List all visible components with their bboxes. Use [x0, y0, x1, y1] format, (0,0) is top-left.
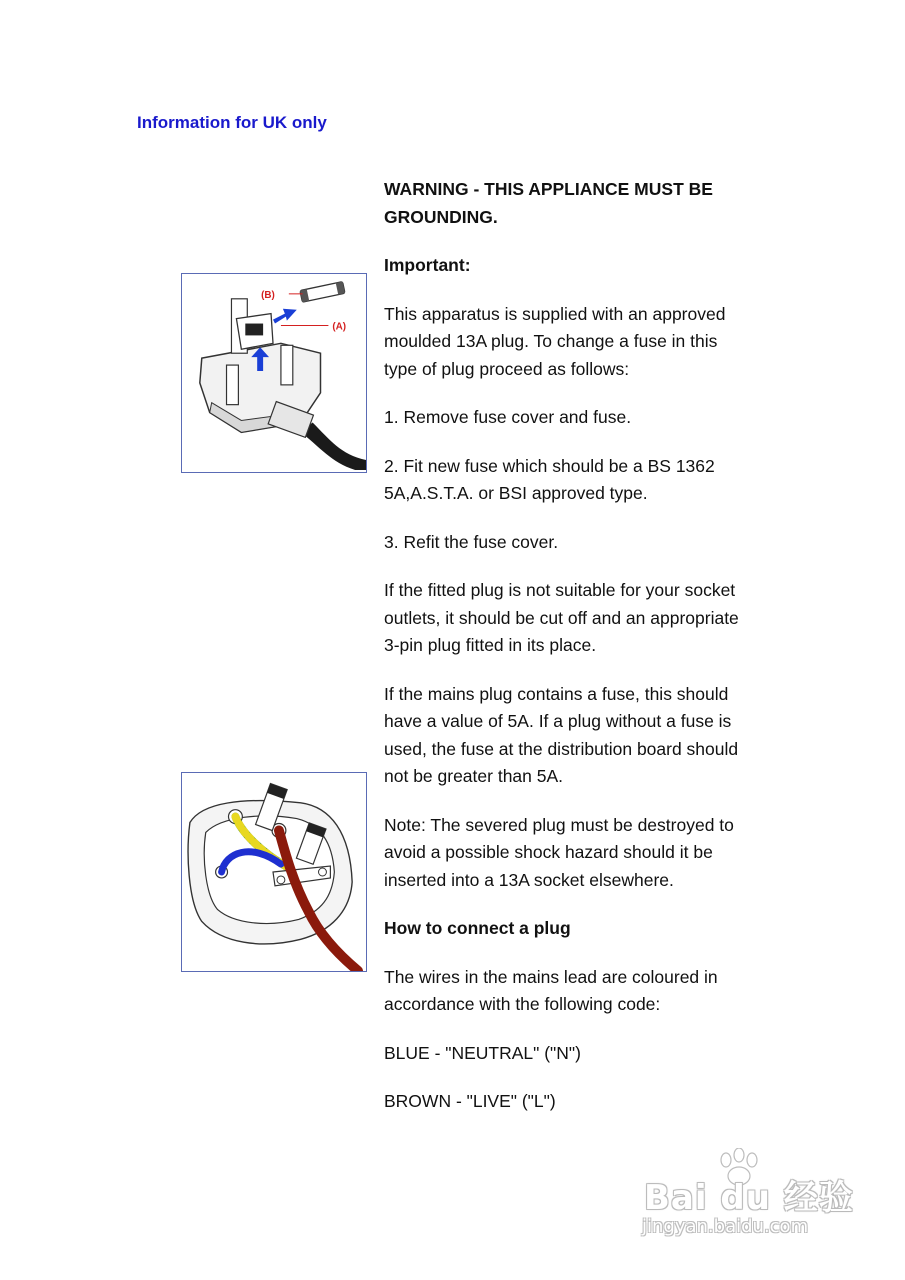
- step-2: 2. Fit new fuse which should be a BS 1362 5A,A.S.T.A. or BSI approved type.: [384, 455, 715, 503]
- label-a: (A): [332, 321, 347, 333]
- fuse-replacement-diagram: [181, 273, 367, 473]
- important-label: Important:: [384, 255, 471, 275]
- cut-off-paragraph: If the fitted plug is not suitable for your socket outlets, it should be cut off and an appropriate 3-pin plug fitted in its place.: [384, 580, 739, 655]
- plug-wiring-diagram: [181, 772, 367, 972]
- wire-code-intro: The wires in the mains lead are coloured in accordance with the following code:: [384, 966, 718, 1014]
- fuse-diagram-svg: [182, 274, 366, 472]
- instructions-column: [384, 176, 744, 1137]
- fuse-value-paragraph: If the mains plug contains a fuse, this should have a value of 5A. If a plug without a fuse is used, the fuse at the distribution board should not be greater than 5A.: [384, 683, 739, 786]
- section-title: Information for UK only: [137, 113, 327, 132]
- label-b: (B): [261, 289, 275, 301]
- pin-neutral: [227, 365, 239, 405]
- brown-wire-code: BROWN - "LIVE" ("L"): [384, 1091, 556, 1111]
- step-1: 1. Remove fuse cover and fuse.: [384, 407, 632, 427]
- cable: [301, 422, 366, 469]
- arrow-right-icon: [273, 309, 297, 324]
- intro-paragraph: This apparatus is supplied with an approved moulded 13A plug. To change a fuse in this type of plug proceed as follows:: [384, 303, 726, 379]
- pin-live: [281, 345, 293, 385]
- connect-plug-heading: How to connect a plug: [384, 918, 571, 938]
- baidu-watermark: [640, 1148, 860, 1248]
- step-3: 3. Refit the fuse cover.: [384, 531, 559, 552]
- fuse: [300, 282, 345, 303]
- wiring-diagram-svg: [182, 773, 366, 971]
- watermark-url: jingyan.baidu.com: [642, 1216, 809, 1237]
- watermark-brand: Bai du 经验: [644, 1178, 854, 1218]
- warning-text: WARNING - THIS APPLIANCE MUST BE GROUNDING.: [384, 179, 713, 227]
- blue-wire-code: BLUE - "NEUTRAL" ("N"): [384, 1042, 581, 1063]
- note-paragraph: Note: The severed plug must be destroyed to avoid a possible shock hazard should it be inserted into a 13A socket elsewhere.: [384, 814, 734, 890]
